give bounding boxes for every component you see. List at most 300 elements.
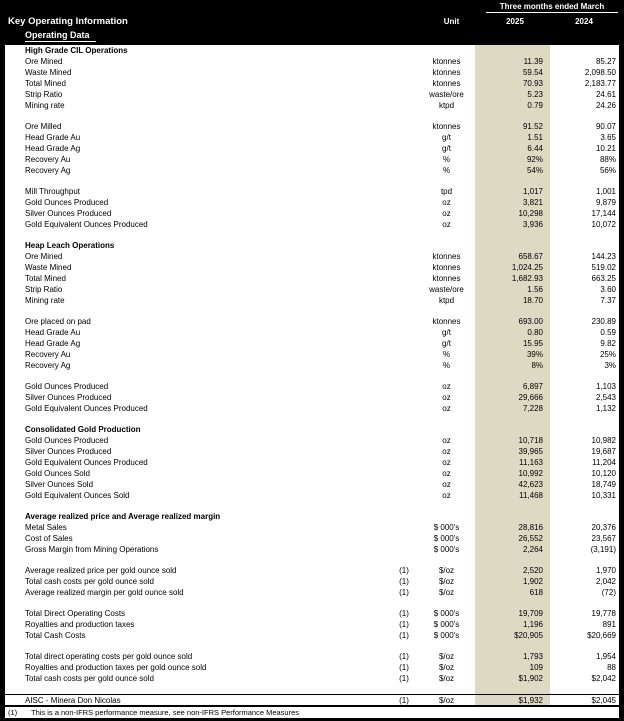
value-2025: 1,902 (475, 576, 550, 587)
page-subtitle: Operating Data (25, 30, 96, 42)
row-note (390, 56, 418, 67)
row-note: (1) (399, 577, 409, 586)
spacer-cell (5, 414, 390, 424)
row-label: Ore Milled (25, 122, 62, 131)
value-2024: 1,132 (595, 404, 616, 413)
row-note (390, 381, 418, 392)
row-label: Gold Equivalent Ounces Produced (25, 458, 148, 467)
value-2025: 39,965 (475, 446, 550, 457)
spacer-cell (550, 598, 619, 608)
value-2025: 7,228 (475, 403, 550, 414)
footnote-marker: (1) (8, 708, 18, 717)
table-row (5, 468, 619, 479)
table-row (5, 673, 619, 684)
row-unit: oz (442, 491, 451, 500)
row-note (390, 67, 418, 78)
value-2025: 1,793 (475, 651, 550, 662)
section-title: Average realized price and Average realized margin (25, 512, 221, 521)
value-2025: 1.56 (475, 284, 550, 295)
value-2024: 9,879 (595, 198, 616, 207)
row-unit: waste/ore (429, 285, 464, 294)
value-2025: 658.67 (475, 251, 550, 262)
table-row (5, 522, 619, 533)
row-label: Recovery Ag (25, 166, 71, 175)
row-note: (1) (399, 588, 409, 597)
row-label: Silver Ounces Produced (25, 209, 112, 218)
row-label: Gold Ounces Produced (25, 436, 109, 445)
spacer-cell (5, 176, 390, 186)
row-unit: ktonnes (432, 317, 461, 326)
row-unit: waste/ore (429, 90, 464, 99)
row-unit: g/t (442, 144, 451, 153)
value-2024: 7.37 (600, 296, 616, 305)
spacer-cell (418, 414, 475, 424)
spacer-cell (390, 501, 418, 511)
spacer-row (5, 641, 619, 651)
table-row (5, 143, 619, 154)
spacer-cell (5, 111, 390, 121)
row-label: Gross Margin from Mining Operations (25, 545, 159, 554)
value-2024: (3,191) (590, 545, 616, 554)
section-title-row (5, 424, 619, 435)
row-label: Mill Throughput (25, 187, 80, 196)
value-2024: 24.26 (595, 101, 616, 110)
row-note (390, 197, 418, 208)
value-2024: 24.61 (595, 90, 616, 99)
table-row (5, 251, 619, 262)
spacer-cell (418, 501, 475, 511)
value-2025: 1.51 (475, 132, 550, 143)
value-2024: 90.07 (595, 122, 616, 131)
row-unit: oz (442, 436, 451, 445)
spacer-cell (390, 414, 418, 424)
value-2025: 8% (475, 360, 550, 371)
value-2025: 10,298 (475, 208, 550, 219)
value-2024: 18,749 (591, 480, 616, 489)
row-note (390, 349, 418, 360)
row-note (390, 121, 418, 132)
row-unit (418, 424, 475, 435)
table-row (5, 381, 619, 392)
value-2024: 10.21 (595, 144, 616, 153)
row-unit: % (442, 361, 451, 370)
row-note (390, 533, 418, 544)
row-unit: % (442, 155, 451, 164)
row-label: AISC - Minera Don Nicolas (25, 696, 121, 705)
value-2025: 11,163 (475, 457, 550, 468)
row-label: Silver Ounces Produced (25, 447, 112, 456)
spacer-cell (475, 598, 550, 608)
value-2024: 2,543 (595, 393, 616, 402)
value-2024: $2,042 (591, 674, 616, 683)
row-note (390, 316, 418, 327)
row-note (390, 78, 418, 89)
row-label: Strip Ratio (25, 90, 63, 99)
value-2025: 2,520 (475, 565, 550, 576)
row-label: Total Cash Costs (25, 631, 86, 640)
value-2025: 11.39 (475, 56, 550, 67)
row-note (390, 262, 418, 273)
value-2024: 10,072 (591, 220, 616, 229)
row-label: Ore Mined (25, 57, 63, 66)
row-note (390, 186, 418, 197)
spacer-row (5, 501, 619, 511)
row-note (390, 273, 418, 284)
row-unit: oz (442, 393, 451, 402)
row-unit: oz (442, 469, 451, 478)
value-2025: 693.00 (475, 316, 550, 327)
table-row (5, 651, 619, 662)
row-label: Metal Sales (25, 523, 67, 532)
row-unit (418, 45, 475, 56)
row-label: Gold Ounces Sold (25, 469, 90, 478)
section-title-row (5, 511, 619, 522)
spacer-cell (475, 176, 550, 186)
spacer-cell (390, 371, 418, 381)
table-row (5, 132, 619, 143)
row-label: Royalties and production taxes (25, 620, 135, 629)
row-note (390, 89, 418, 100)
value-2024: 3.65 (600, 133, 616, 142)
spacer-cell (5, 306, 390, 316)
row-label: Silver Ounces Produced (25, 393, 112, 402)
row-note (390, 403, 418, 414)
value-2025: 26,552 (475, 533, 550, 544)
section-title-row (5, 240, 619, 251)
value-2025: 11,468 (475, 490, 550, 501)
row-label: Total cash costs per gold ounce sold (25, 577, 154, 586)
value-2025: 92% (475, 154, 550, 165)
spacer-cell (550, 230, 619, 240)
row-label: Gold Ounces Produced (25, 382, 109, 391)
value-2024: 10,982 (591, 436, 616, 445)
row-label: Head Grade Au (25, 328, 81, 337)
row-label: Head Grade Ag (25, 339, 81, 348)
operating-data-table (5, 45, 619, 705)
row-label: Ore placed on pad (25, 317, 91, 326)
row-unit: ktonnes (432, 122, 461, 131)
column-header-2024: 2024 (575, 17, 593, 26)
row-label: Gold Equivalent Ounces Produced (25, 220, 148, 229)
table-row (5, 186, 619, 197)
table-row (5, 392, 619, 403)
row-unit: % (442, 166, 451, 175)
row-note (390, 132, 418, 143)
value-2024: 88% (599, 155, 616, 164)
spacer-row (5, 111, 619, 121)
table-row (5, 197, 619, 208)
row-unit: ktonnes (432, 274, 461, 283)
spacer-cell (5, 371, 390, 381)
value-2025: $1,902 (475, 673, 550, 684)
table-row (5, 565, 619, 576)
spacer-cell (5, 641, 390, 651)
value-2024: $2,045 (591, 696, 616, 705)
row-unit: tpd (440, 187, 453, 196)
row-unit: $/oz (438, 674, 455, 683)
value-2025: 28,816 (475, 522, 550, 533)
row-note (390, 435, 418, 446)
table-row (5, 587, 619, 598)
row-unit: $/oz (438, 652, 455, 661)
section-title: High Grade CIL Operations (25, 46, 128, 55)
table-row (5, 544, 619, 555)
row-label: Total cash costs per gold ounce sold (25, 674, 154, 683)
value-2024: 3.60 (600, 285, 616, 294)
spacer-cell (390, 230, 418, 240)
table-row (5, 338, 619, 349)
spacer-cell (475, 555, 550, 565)
row-note (390, 457, 418, 468)
row-label: Total Mined (25, 79, 66, 88)
table-row (5, 208, 619, 219)
value-2024: 1,970 (595, 566, 616, 575)
period-header: Three months ended March (486, 2, 618, 13)
row-note (390, 338, 418, 349)
value-2025: 5.23 (475, 89, 550, 100)
row-note (390, 100, 418, 111)
spacer-row (5, 306, 619, 316)
value-2024: 2,098.50 (584, 68, 616, 77)
table-row (5, 533, 619, 544)
table-row (5, 619, 619, 630)
value-2024: $20,669 (587, 631, 616, 640)
spacer-cell (418, 555, 475, 565)
row-label: Ore Mined (25, 252, 63, 261)
spacer-row (5, 176, 619, 186)
row-note: (1) (399, 620, 409, 629)
row-unit: $ 000's (433, 534, 460, 543)
table-row (5, 662, 619, 673)
column-header-unit: Unit (443, 17, 460, 26)
value-2024 (550, 511, 619, 522)
row-unit: $ 000's (433, 631, 460, 640)
section-title: Consolidated Gold Production (25, 425, 141, 434)
column-header-2025: 2025 (506, 17, 524, 26)
spacer-cell (418, 111, 475, 121)
row-note (390, 511, 418, 522)
value-2025: 1,196 (475, 619, 550, 630)
spacer-row (5, 684, 619, 694)
page-title: Key Operating Information (8, 16, 128, 27)
row-note (390, 490, 418, 501)
spacer-cell (390, 598, 418, 608)
row-unit: g/t (442, 133, 451, 142)
row-unit: oz (442, 198, 451, 207)
spacer-cell (418, 176, 475, 186)
row-label: Recovery Au (25, 155, 71, 164)
value-2025: 1,024.25 (475, 262, 550, 273)
footnote-bar (5, 705, 619, 718)
row-label: Gold Equivalent Ounces Produced (25, 404, 148, 413)
value-2024: 2,183.77 (584, 79, 616, 88)
table-row (5, 608, 619, 619)
table-row (5, 219, 619, 230)
row-label: Cost of Sales (25, 534, 73, 543)
row-note: (1) (399, 674, 409, 683)
table-row (5, 262, 619, 273)
value-2024: 9.82 (600, 339, 616, 348)
spacer-row (5, 230, 619, 240)
row-note (390, 544, 418, 555)
row-note: (1) (399, 609, 409, 618)
row-label: Waste Mined (25, 263, 72, 272)
row-note: (1) (399, 566, 409, 575)
table-row (5, 490, 619, 501)
row-label: Mining rate (25, 296, 65, 305)
value-2024: 19,778 (591, 609, 616, 618)
value-2025 (475, 45, 550, 56)
spacer-cell (5, 501, 390, 511)
row-note (390, 392, 418, 403)
value-2024: 1,103 (595, 382, 616, 391)
spacer-cell (475, 501, 550, 511)
row-note: (1) (399, 652, 409, 661)
value-2024 (550, 240, 619, 251)
value-2025 (475, 511, 550, 522)
value-2025: 10,718 (475, 435, 550, 446)
table-row (5, 316, 619, 327)
spacer-cell (390, 111, 418, 121)
row-note (390, 360, 418, 371)
table-row (5, 446, 619, 457)
row-note (390, 424, 418, 435)
value-2025: 2,264 (475, 544, 550, 555)
row-unit: ktpd (438, 296, 455, 305)
spacer-row (5, 371, 619, 381)
spacer-cell (418, 684, 475, 694)
spacer-cell (390, 684, 418, 694)
spacer-cell (418, 230, 475, 240)
spacer-cell (475, 111, 550, 121)
row-unit: oz (442, 220, 451, 229)
value-2025: 0.80 (475, 327, 550, 338)
row-label: Strip Ratio (25, 285, 63, 294)
value-2025: 54% (475, 165, 550, 176)
row-unit: oz (442, 209, 451, 218)
row-label: Total Direct Operating Costs (25, 609, 126, 618)
row-note (390, 295, 418, 306)
row-note (390, 479, 418, 490)
spacer-cell (5, 555, 390, 565)
report-header (0, 0, 624, 45)
table-row (5, 78, 619, 89)
row-note (390, 522, 418, 533)
table-row (5, 457, 619, 468)
spacer-cell (550, 176, 619, 186)
value-2024 (550, 45, 619, 56)
value-2025: $1,932 (475, 695, 550, 705)
value-2024: (72) (601, 588, 616, 597)
spacer-cell (5, 230, 390, 240)
row-unit: $ 000's (433, 609, 460, 618)
spacer-cell (5, 684, 390, 694)
value-2025: 70.93 (475, 78, 550, 89)
table-row (5, 349, 619, 360)
row-note (390, 468, 418, 479)
value-2025 (475, 424, 550, 435)
value-2025: 0.79 (475, 100, 550, 111)
spacer-cell (550, 371, 619, 381)
row-note: (1) (399, 631, 409, 640)
value-2024: 519.02 (591, 263, 616, 272)
section-title: Heap Leach Operations (25, 241, 115, 250)
row-unit: ktonnes (432, 252, 461, 261)
spacer-cell (550, 111, 619, 121)
table-row (5, 284, 619, 295)
value-2024: 1,001 (595, 187, 616, 196)
row-label: Head Grade Au (25, 133, 81, 142)
value-2025: 3,821 (475, 197, 550, 208)
row-label: Average realized margin per gold ounce sold (25, 588, 184, 597)
row-unit: ktpd (438, 101, 455, 110)
spacer-cell (5, 598, 390, 608)
value-2025: 3,936 (475, 219, 550, 230)
value-2024 (550, 424, 619, 435)
row-unit: oz (442, 447, 451, 456)
value-2024: 85.27 (595, 57, 616, 66)
table-row (5, 403, 619, 414)
spacer-cell (550, 641, 619, 651)
value-2025: 19,709 (475, 608, 550, 619)
value-2024: 23,567 (591, 534, 616, 543)
row-label: Gold Equivalent Ounces Sold (25, 491, 130, 500)
value-2024: 1,954 (595, 652, 616, 661)
value-2024: 19,687 (591, 447, 616, 456)
value-2025: 618 (475, 587, 550, 598)
row-note (390, 327, 418, 338)
table-row (5, 576, 619, 587)
spacer-cell (550, 555, 619, 565)
value-2024: 10,331 (591, 491, 616, 500)
value-2025: 91.52 (475, 121, 550, 132)
row-note: (1) (399, 663, 409, 672)
row-unit: $/oz (438, 566, 455, 575)
spacer-cell (390, 176, 418, 186)
value-2024: 891 (602, 620, 616, 629)
table-row (5, 630, 619, 641)
spacer-row (5, 414, 619, 424)
value-2024: 663.25 (591, 274, 616, 283)
row-unit: $ 000's (433, 620, 460, 629)
row-unit: ktonnes (432, 79, 461, 88)
row-label: Head Grade Ag (25, 144, 81, 153)
spacer-cell (550, 414, 619, 424)
footnote-text: This is a non-IFRS performance measure, see non-IFRS Performance Measures (31, 708, 300, 717)
section-title-row (5, 45, 619, 56)
row-note (390, 45, 418, 56)
row-unit: $/oz (438, 588, 455, 597)
table-row (5, 56, 619, 67)
spacer-row (5, 598, 619, 608)
table-row (5, 100, 619, 111)
row-note (390, 240, 418, 251)
row-note (390, 446, 418, 457)
spacer-cell (390, 555, 418, 565)
value-2025: 39% (475, 349, 550, 360)
table-row (5, 479, 619, 490)
table-row (5, 165, 619, 176)
spacer-row (5, 555, 619, 565)
row-unit: oz (442, 480, 451, 489)
spacer-cell (475, 684, 550, 694)
spacer-cell (475, 371, 550, 381)
table-row (5, 360, 619, 371)
value-2024: 2,042 (595, 577, 616, 586)
value-2025: 18.70 (475, 295, 550, 306)
value-2024: 11,204 (592, 458, 616, 467)
row-unit: ktonnes (432, 263, 461, 272)
